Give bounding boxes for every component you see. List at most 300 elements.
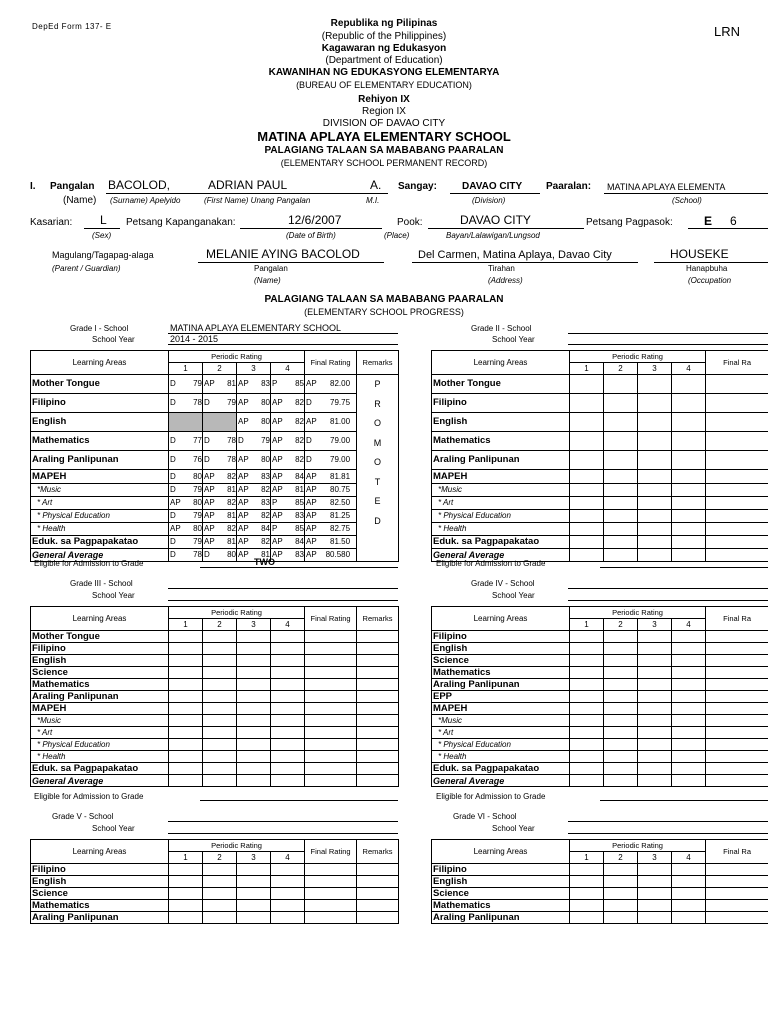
grade1-q1-grade: 80 bbox=[193, 524, 202, 533]
grade1-q3-value bbox=[238, 537, 270, 547]
grade4-cell bbox=[638, 655, 672, 667]
grade1-final-grade: 82.00 bbox=[330, 379, 351, 388]
grade2-area-name: Mother Tongue bbox=[432, 375, 570, 394]
grade1-q1 bbox=[169, 484, 203, 497]
grade2-cell bbox=[706, 470, 768, 484]
grade1-final-grade: 79.00 bbox=[330, 436, 351, 445]
grade1-q2-value bbox=[204, 511, 236, 521]
grade2-cell bbox=[672, 451, 706, 470]
header-line-bureau: (BUREAU OF ELEMENTARY EDUCATION) bbox=[296, 80, 472, 90]
grade3-cell bbox=[271, 691, 305, 703]
grade2-quarter-3: 3 bbox=[638, 363, 672, 375]
grade3-row bbox=[31, 703, 399, 715]
grade6-school-line bbox=[568, 810, 768, 822]
grade1-final-value bbox=[306, 472, 350, 482]
grade5-remarks-cell bbox=[357, 864, 399, 876]
grade3-cell bbox=[305, 631, 357, 643]
grade1-q2 bbox=[203, 523, 237, 536]
grade5-quarter-1: 1 bbox=[169, 852, 203, 864]
grade1-final-grade: 80.75 bbox=[330, 485, 351, 494]
remarks-letter: O bbox=[374, 457, 382, 467]
grade3-remarks-header: Remarks bbox=[357, 607, 399, 631]
grade2-year-label: School Year bbox=[492, 335, 535, 344]
grade1-final-value bbox=[306, 498, 350, 508]
grade1-final-value bbox=[306, 537, 350, 547]
grade2-cell bbox=[570, 470, 604, 484]
sex-label: Kasarian: bbox=[30, 217, 73, 228]
grade2-cell bbox=[706, 413, 768, 432]
grade3-header-row bbox=[31, 607, 399, 619]
grade2-cell bbox=[638, 484, 672, 497]
grade3-remarks-cell bbox=[357, 739, 399, 751]
grade1-q3 bbox=[237, 451, 271, 470]
grade2-cell bbox=[672, 484, 706, 497]
grade5-cell bbox=[169, 864, 203, 876]
grade2-cell bbox=[672, 536, 706, 549]
grade6-cell bbox=[638, 876, 672, 888]
grade4-cell bbox=[604, 655, 638, 667]
grade1-q3-value bbox=[238, 472, 270, 482]
header-line-rehiyon: Rehiyon IX bbox=[358, 94, 410, 105]
grade1-q1-value bbox=[170, 398, 202, 408]
grade1-q4-value bbox=[272, 524, 304, 534]
section-number: I. bbox=[30, 181, 36, 192]
grade1-q1-descriptor: AP bbox=[170, 524, 181, 533]
grade3-cell bbox=[169, 703, 203, 715]
grade4-row bbox=[432, 691, 768, 703]
grade1-q3-descriptor: AP bbox=[238, 417, 249, 426]
grade1-q3-grade: 79 bbox=[261, 436, 270, 445]
grade4-cell bbox=[570, 727, 604, 739]
grade4-cell bbox=[570, 667, 604, 679]
parent-label: Magulang/Tagapag-alaga bbox=[52, 250, 154, 260]
grade4-cell bbox=[604, 679, 638, 691]
grade1-final bbox=[305, 523, 357, 536]
grade1-area-name: Filipino bbox=[31, 394, 169, 413]
grade4-row bbox=[432, 727, 768, 739]
grade5-cell bbox=[271, 864, 305, 876]
caption-occupation: (Occupation bbox=[688, 276, 732, 285]
grade1-q1 bbox=[169, 470, 203, 484]
grade1-q4-value bbox=[272, 537, 304, 547]
grade4-row bbox=[432, 763, 768, 775]
grade1-q3-grade: 83 bbox=[261, 379, 270, 388]
grade2-area-name: Mathematics bbox=[432, 432, 570, 451]
grade1-row bbox=[31, 470, 399, 484]
grade4-cell bbox=[706, 739, 768, 751]
grade3-cell bbox=[305, 727, 357, 739]
grade4-cell bbox=[638, 775, 672, 787]
grade4-cell bbox=[638, 763, 672, 775]
grade2-row bbox=[432, 394, 768, 413]
grade3-cell bbox=[237, 703, 271, 715]
grade1-q3-grade: 83 bbox=[261, 498, 270, 507]
grade6-periodic-rating-header: Periodic Rating bbox=[570, 840, 706, 852]
grade1-remarks bbox=[357, 375, 399, 562]
grade1-final-descriptor: AP bbox=[306, 498, 317, 507]
grade6-year-label: School Year bbox=[492, 824, 535, 833]
grade1-final-grade: 81.81 bbox=[330, 471, 351, 481]
grade1-final bbox=[305, 375, 357, 394]
grade5-cell bbox=[169, 912, 203, 924]
grade2-row bbox=[432, 497, 768, 510]
grade1-q1-value bbox=[170, 537, 202, 547]
grade1-quarter-2: 2 bbox=[203, 363, 237, 375]
grade4-row bbox=[432, 739, 768, 751]
grade3-cell bbox=[271, 631, 305, 643]
grade1-q4-grade: 82 bbox=[295, 455, 304, 464]
grade5-header-row bbox=[31, 840, 399, 852]
grade2-cell bbox=[706, 394, 768, 413]
grade2-area-name: * Physical Education bbox=[432, 510, 570, 523]
grade4-area-name: *Music bbox=[432, 715, 570, 727]
grade6-area-name: Mathematics bbox=[432, 900, 570, 912]
grade3-cell bbox=[203, 631, 237, 643]
entry-line bbox=[688, 213, 768, 229]
grade4-table bbox=[431, 606, 768, 787]
grade1-final-value bbox=[306, 436, 350, 446]
grade1-q4-value bbox=[272, 455, 304, 465]
grade1-q4-descriptor: P bbox=[272, 498, 278, 507]
grade2-cell bbox=[604, 451, 638, 470]
grade1-q4-grade: 81 bbox=[295, 485, 304, 494]
grade6-row bbox=[432, 888, 768, 900]
grade1-q1-value bbox=[170, 485, 202, 495]
grade2-area-name: * Health bbox=[432, 523, 570, 536]
grade6-cell bbox=[570, 900, 604, 912]
grade4-area-name: General Average bbox=[432, 775, 570, 787]
grade4-cell bbox=[604, 727, 638, 739]
grade1-q2-grade: 78 bbox=[227, 455, 236, 464]
grade1-q2-value bbox=[204, 472, 236, 482]
grade4-cell bbox=[638, 631, 672, 643]
name-label: Pangalan bbox=[50, 181, 95, 192]
grade1-final-value bbox=[306, 398, 350, 408]
remarks-letter: D bbox=[374, 515, 381, 526]
grade3-cell bbox=[305, 643, 357, 655]
grade1-q1-grade: 77 bbox=[193, 436, 202, 445]
grade1-q3-value bbox=[238, 379, 270, 389]
grade2-cell bbox=[672, 510, 706, 523]
grade4-cell bbox=[604, 631, 638, 643]
grade1-final bbox=[305, 451, 357, 470]
caption-school: (School) bbox=[672, 196, 702, 205]
grade1-q4 bbox=[271, 484, 305, 497]
grade1-q3 bbox=[237, 510, 271, 523]
grade2-cell bbox=[706, 523, 768, 536]
grade2-cell bbox=[570, 413, 604, 432]
grade1-final-descriptor: AP bbox=[306, 511, 317, 520]
grade6-area-name: English bbox=[432, 876, 570, 888]
grade1-q3-descriptor: AP bbox=[238, 550, 249, 559]
grade1-q1 bbox=[169, 394, 203, 413]
grade1-q2-descriptor: D bbox=[204, 398, 210, 407]
caption-sex: (Sex) bbox=[92, 231, 112, 240]
header-line-republika: Republika ng Pilipinas bbox=[330, 18, 438, 29]
caption-bayan: Bayan/Lalawigan/Lungsod bbox=[446, 231, 540, 240]
grade1-q3-descriptor: AP bbox=[238, 485, 249, 494]
form-id: DepEd Form 137- E bbox=[32, 22, 112, 31]
entry-value-1: E bbox=[704, 214, 713, 228]
grade2-cell bbox=[604, 523, 638, 536]
grade3-remarks-cell bbox=[357, 727, 399, 739]
grade3-school-line bbox=[168, 577, 398, 589]
grade2-cell bbox=[570, 536, 604, 549]
grade2-row bbox=[432, 510, 768, 523]
grade2-cell bbox=[672, 470, 706, 484]
grade2-cell bbox=[672, 523, 706, 536]
caption-surname: (Surname) Apelyido bbox=[110, 196, 181, 205]
grade2-area-name: General Average bbox=[432, 549, 570, 562]
grade3-cell bbox=[271, 655, 305, 667]
grade6-year-line bbox=[568, 822, 768, 834]
grade1-quarter-3: 3 bbox=[237, 363, 271, 375]
grade4-cell bbox=[604, 739, 638, 751]
grade3-cell bbox=[203, 715, 237, 727]
grade1-q1 bbox=[169, 510, 203, 523]
grade3-cell bbox=[203, 751, 237, 763]
grade6-table bbox=[431, 839, 768, 924]
caption-dob: (Date of Birth) bbox=[286, 231, 336, 240]
grade4-cell bbox=[604, 763, 638, 775]
grade1-q3-value bbox=[238, 417, 270, 427]
grade1-final bbox=[305, 510, 357, 523]
grade4-row bbox=[432, 775, 768, 787]
grade4-cell bbox=[706, 703, 768, 715]
grade1-final bbox=[305, 413, 357, 432]
grade4-cell bbox=[706, 763, 768, 775]
grade4-area-name: * Health bbox=[432, 751, 570, 763]
grade2-eligible-line bbox=[600, 556, 768, 568]
grade6-label: Grade VI - School bbox=[453, 812, 517, 821]
grade3-cell bbox=[305, 703, 357, 715]
grade5-cell bbox=[305, 876, 357, 888]
grade3-row bbox=[31, 655, 399, 667]
grade4-row bbox=[432, 679, 768, 691]
grade1-q4-descriptor: AP bbox=[272, 537, 283, 546]
grade4-cell bbox=[570, 751, 604, 763]
grade1-q4 bbox=[271, 510, 305, 523]
grade4-header-row bbox=[432, 607, 768, 619]
caption-division: (Division) bbox=[472, 196, 506, 205]
grade5-cell bbox=[169, 876, 203, 888]
grade5-year-line bbox=[168, 822, 398, 834]
grade3-cell bbox=[169, 727, 203, 739]
grade4-cell bbox=[570, 655, 604, 667]
grade1-q2 bbox=[203, 413, 237, 432]
grade1-q4-grade: 85 bbox=[295, 498, 304, 507]
grade2-area-name: *Music bbox=[432, 484, 570, 497]
grade2-quarter-4: 4 bbox=[672, 363, 706, 375]
grade1-q2-descriptor: D bbox=[204, 436, 210, 445]
grade1-q1-descriptor: D bbox=[170, 485, 176, 494]
grade1-final-grade: 80.580 bbox=[325, 550, 351, 559]
grade4-cell bbox=[672, 727, 706, 739]
grade1-q2-descriptor: AP bbox=[204, 498, 215, 507]
grade4-area-name: MAPEH bbox=[432, 703, 570, 715]
grade2-final-rating-header: Final Ra bbox=[706, 351, 768, 375]
grade1-q1 bbox=[169, 375, 203, 394]
grade1-q1-value bbox=[170, 524, 202, 534]
grade5-cell bbox=[305, 900, 357, 912]
grade2-area-name: MAPEH bbox=[432, 470, 570, 484]
caption-first-name: (First Name) Unang Pangalan bbox=[204, 196, 311, 205]
grade1-final bbox=[305, 484, 357, 497]
grade4-cell bbox=[706, 727, 768, 739]
grade1-q4-value bbox=[272, 436, 304, 446]
grade3-remarks-cell bbox=[357, 763, 399, 775]
grade5-remarks-cell bbox=[357, 876, 399, 888]
grade5-quarter-4: 4 bbox=[271, 852, 305, 864]
school-title: MATINA APLAYA ELEMENTARY SCHOOL bbox=[257, 129, 511, 144]
grade4-cell bbox=[604, 667, 638, 679]
grade2-cell bbox=[604, 510, 638, 523]
sangay-label: Sangay: bbox=[398, 181, 437, 192]
grade2-cell bbox=[672, 375, 706, 394]
grade1-q2-descriptor: AP bbox=[204, 511, 215, 520]
grade3-cell bbox=[169, 763, 203, 775]
grade4-cell bbox=[604, 691, 638, 703]
grade2-area-name: English bbox=[432, 413, 570, 432]
grade4-cell bbox=[672, 667, 706, 679]
grade1-q2-descriptor: D bbox=[204, 550, 210, 559]
grade2-cell bbox=[570, 484, 604, 497]
grade3-row bbox=[31, 667, 399, 679]
caption-pangalan: Pangalan bbox=[254, 264, 288, 273]
grade4-row bbox=[432, 751, 768, 763]
grade1-eligible-label: Eligible for Admission to Grade bbox=[34, 559, 144, 568]
grade1-year-label: School Year bbox=[92, 335, 135, 344]
grade3-cell bbox=[237, 751, 271, 763]
grade5-final-rating-header: Final Rating bbox=[305, 840, 357, 864]
grade5-cell bbox=[305, 888, 357, 900]
grade5-cell bbox=[237, 888, 271, 900]
grade3-row bbox=[31, 631, 399, 643]
grade3-cell bbox=[271, 763, 305, 775]
grade1-q2-value bbox=[204, 537, 236, 547]
grade1-q3-value bbox=[238, 436, 270, 446]
grade5-school-line bbox=[168, 810, 398, 822]
grade4-area-name: Science bbox=[432, 655, 570, 667]
grade1-q1-descriptor: D bbox=[170, 455, 176, 464]
caption-hanapbuhay: Hanapbuha bbox=[686, 264, 728, 273]
grade2-cell bbox=[604, 470, 638, 484]
grade1-q4-value bbox=[272, 485, 304, 495]
paaralan-label: Paaralan: bbox=[546, 181, 592, 192]
grade3-cell bbox=[203, 775, 237, 787]
grade1-q3-grade: 80 bbox=[261, 455, 270, 464]
grade1-q4-grade: 84 bbox=[295, 471, 304, 481]
grade4-cell bbox=[638, 703, 672, 715]
grade1-q1 bbox=[169, 451, 203, 470]
grade5-cell bbox=[271, 888, 305, 900]
grade4-cell bbox=[706, 643, 768, 655]
grade4-cell bbox=[672, 691, 706, 703]
grade6-cell bbox=[638, 900, 672, 912]
grade5-area-name: English bbox=[31, 876, 169, 888]
grade5-year-label: School Year bbox=[92, 824, 135, 833]
grade3-cell bbox=[203, 739, 237, 751]
grade3-cell bbox=[169, 751, 203, 763]
grade2-row bbox=[432, 375, 768, 394]
grade1-q3-value bbox=[238, 498, 270, 508]
grade5-area-name: Araling Panlipunan bbox=[31, 912, 169, 924]
grade2-quarter-1: 1 bbox=[570, 363, 604, 375]
grade1-q1-grade: 78 bbox=[193, 398, 202, 407]
grade4-cell bbox=[706, 655, 768, 667]
grade4-row bbox=[432, 655, 768, 667]
parent-value: MELANIE AYING BACOLOD bbox=[206, 247, 360, 261]
grade3-remarks-cell bbox=[357, 667, 399, 679]
grade3-cell bbox=[237, 667, 271, 679]
grade2-cell bbox=[570, 549, 604, 562]
grade1-q1-grade: 80 bbox=[193, 471, 202, 481]
grade2-cell bbox=[706, 451, 768, 470]
grade1-q2-grade: 82 bbox=[227, 471, 236, 481]
grade4-cell bbox=[604, 703, 638, 715]
grade1-area-name: Araling Panlipunan bbox=[31, 451, 169, 470]
grade5-quarter-2: 2 bbox=[203, 852, 237, 864]
grade1-row bbox=[31, 451, 399, 470]
grade1-q1 bbox=[169, 536, 203, 549]
grade1-q2-value bbox=[204, 436, 236, 446]
sex-value: L bbox=[100, 213, 107, 227]
grade3-cell bbox=[305, 715, 357, 727]
grade1-q4 bbox=[271, 523, 305, 536]
grade3-area-name: General Average bbox=[31, 775, 169, 787]
grade1-area-name: Mathematics bbox=[31, 432, 169, 451]
grade4-cell bbox=[570, 763, 604, 775]
grade5-row bbox=[31, 888, 399, 900]
grade1-q4-grade: 82 bbox=[295, 417, 304, 426]
grade2-cell bbox=[570, 451, 604, 470]
grade1-final-descriptor: AP bbox=[306, 379, 317, 388]
grade3-row bbox=[31, 715, 399, 727]
caption-parent: (Parent / Guardian) bbox=[52, 264, 121, 273]
grade4-cell bbox=[672, 763, 706, 775]
grade1-q4 bbox=[271, 432, 305, 451]
header-line-republic: (Republic of the Philippines) bbox=[321, 31, 447, 42]
grade6-quarter-2: 2 bbox=[604, 852, 638, 864]
grade5-quarter-3: 3 bbox=[237, 852, 271, 864]
grade1-q3-descriptor: D bbox=[238, 436, 244, 445]
grade1-q1-grade: 79 bbox=[193, 379, 202, 388]
grade4-cell bbox=[638, 691, 672, 703]
grade5-row bbox=[31, 864, 399, 876]
grade1-q4-grade: 83 bbox=[295, 511, 304, 520]
remarks-letter: E bbox=[374, 496, 381, 506]
grade1-q3-descriptor: AP bbox=[238, 511, 249, 520]
caption-name: (Name) bbox=[63, 195, 97, 206]
grade1-q3-descriptor: AP bbox=[238, 524, 249, 533]
grade1-q1-value bbox=[170, 498, 202, 508]
mi-value: A. bbox=[370, 178, 382, 192]
grade5-cell bbox=[203, 876, 237, 888]
grade1-quarter-4: 4 bbox=[271, 363, 305, 375]
grade1-q2-grade: 82 bbox=[227, 498, 236, 507]
grade6-cell bbox=[706, 900, 768, 912]
grade6-cell bbox=[706, 912, 768, 924]
grade3-cell bbox=[203, 727, 237, 739]
grade6-cell bbox=[604, 900, 638, 912]
grade4-cell bbox=[570, 703, 604, 715]
grade5-remarks-header: Remarks bbox=[357, 840, 399, 864]
grade1-q4-descriptor: AP bbox=[272, 550, 283, 559]
grade1-eligible-line bbox=[200, 556, 398, 568]
grade1-q3-descriptor: AP bbox=[238, 379, 249, 388]
grade2-cell bbox=[672, 394, 706, 413]
grade1-final-descriptor: AP bbox=[306, 537, 317, 546]
